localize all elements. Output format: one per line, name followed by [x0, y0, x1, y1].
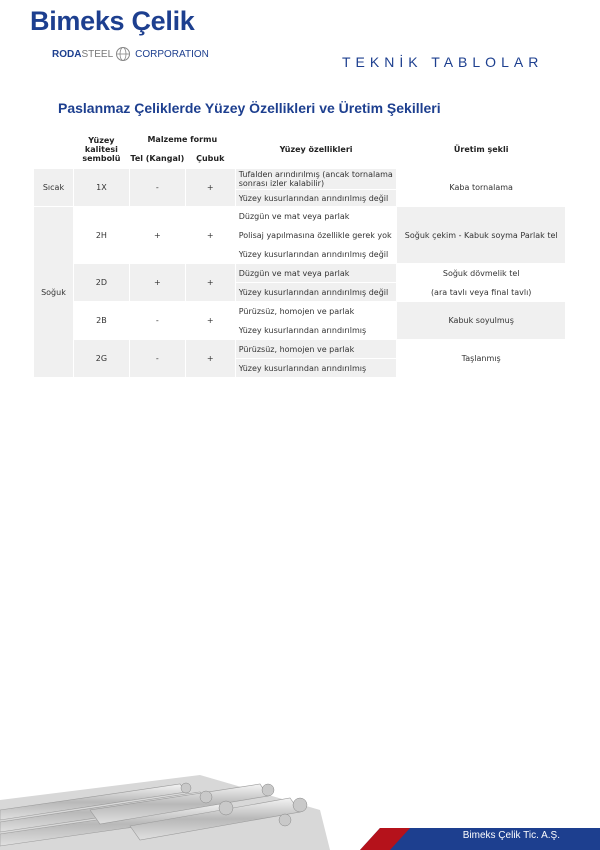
production-cell: Taşlanmış [397, 340, 566, 378]
surface-cell: Pürüzsüz, homojen ve parlak [235, 302, 397, 321]
bar-cell: + [185, 264, 235, 302]
surface-cell: Yüzey kusurlarından arındırılmış [235, 359, 397, 378]
symbol-cell: 2H [73, 207, 129, 264]
surface-cell: Polisaj yapılmasına özellikle gerek yok [235, 226, 397, 245]
symbol-cell: 2G [73, 340, 129, 378]
header-production: Üretim şekli [397, 131, 566, 169]
surface-cell: Düzgün ve mat veya parlak [235, 207, 397, 226]
group-hot: Sıcak [34, 169, 74, 207]
section-label: TEKNİK TABLOLAR [342, 54, 544, 70]
footer-company: Bimeks Çelik Tic. A.Ş. [462, 830, 560, 841]
surface-cell: Yüzey kusurlarından arındırılmış değil [235, 245, 397, 264]
header-bar: Çubuk [185, 149, 235, 169]
header-wire: Tel (Kangal) [129, 149, 185, 169]
bar-cell: + [185, 302, 235, 340]
page-title: Paslanmaz Çeliklerde Yüzey Özellikleri ve Üretim Şekilleri [58, 100, 441, 116]
surface-cell: Yüzey kusurlarından arındırılmış değil [235, 190, 397, 207]
globe-icon [115, 46, 131, 62]
surface-cell: Yüzey kusurlarından arındırılmış değil [235, 283, 397, 302]
symbol-cell: 1X [73, 169, 129, 207]
corporation-line [52, 46, 209, 62]
corporation-text: CORPORATION [135, 48, 209, 60]
bar-cell: + [185, 207, 235, 264]
production-cell: Soğuk çekim - Kabuk soyma Parlak tel [397, 207, 566, 264]
roda-wordmark [52, 49, 113, 60]
production-cell: Kabuk soyulmuş [397, 302, 566, 340]
wire-cell: + [129, 207, 185, 264]
surface-cell: Pürüzsüz, homojen ve parlak [235, 340, 397, 359]
surface-cell: Yüzey kusurlarından arındırılmış [235, 321, 397, 340]
wire-cell: + [129, 264, 185, 302]
production-cell: (ara tavlı veya final tavlı) [397, 283, 566, 302]
bar-cell: + [185, 169, 235, 207]
header-empty [34, 131, 74, 169]
brand-logo: Bimeks Çelik [30, 6, 195, 36]
roda-text: RODA [52, 48, 82, 60]
symbol-cell: 2D [73, 264, 129, 302]
surface-table [33, 130, 566, 378]
surface-cell: Düzgün ve mat veya parlak [235, 264, 397, 283]
group-cold: Soğuk [34, 207, 74, 378]
header-symbol: Yüzey kalitesi sembolü [73, 131, 129, 169]
production-cell: Kaba tornalama [397, 169, 566, 207]
header-surface: Yüzey özellikleri [235, 131, 397, 169]
steel-text: STEEL [81, 48, 114, 60]
header-material-form: Malzeme formu [129, 131, 235, 149]
wire-cell: - [129, 340, 185, 378]
wire-cell: - [129, 302, 185, 340]
bar-cell: + [185, 340, 235, 378]
production-cell: Soğuk dövmelik tel [397, 264, 566, 283]
surface-cell: Tufalden arındırılmış (ancak tornalama sonrası izler kalabilir) [235, 169, 397, 190]
symbol-cell: 2B [73, 302, 129, 340]
wire-cell: - [129, 169, 185, 207]
